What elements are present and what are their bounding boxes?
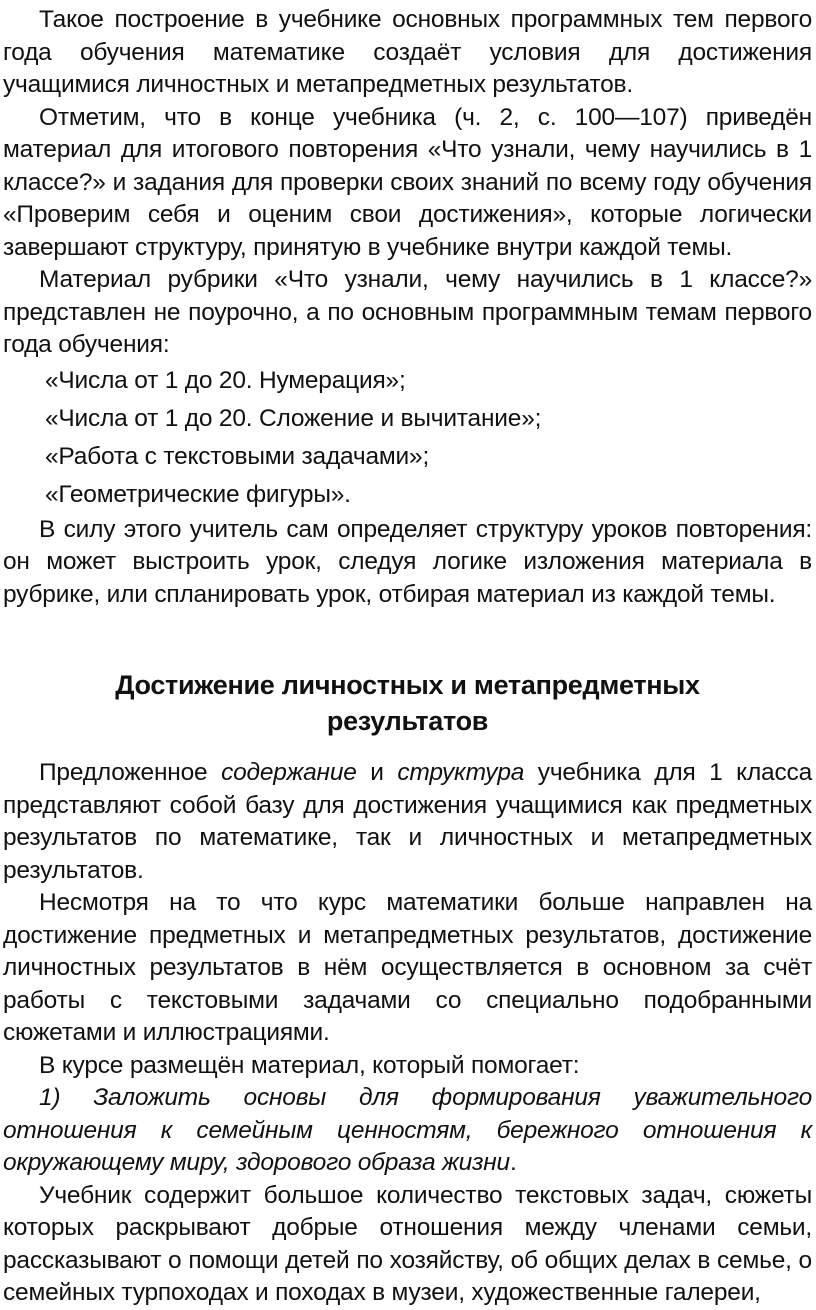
p5-start: Предложенное bbox=[39, 759, 222, 786]
section-heading-line2: результатов bbox=[326, 706, 489, 736]
topic-list bbox=[3, 362, 812, 514]
paragraph-personal-results: Несмотря на то что курс математики больше направлен на достижение предметных и метапредметных результатов, достижение личностных результатов в нём осуществляется в основном за счёт работы с текстовыми задачами со специально подобранными сюжетами и иллюстрациями. bbox=[3, 889, 812, 1046]
p5-emphasis-content: содержание bbox=[221, 759, 357, 786]
section-heading bbox=[3, 667, 812, 739]
p5-end: учебника для 1 класса представляют собой базу для достижения учащимися как предметных результатов по математике, так и личностных и метапредметных результатов. bbox=[3, 759, 812, 884]
list-item: «Числа от 1 до 20. Нумерация»; bbox=[45, 366, 406, 394]
section-heading-line1: Достижение личностных и метапредметных bbox=[115, 670, 700, 700]
p5-emphasis-structure: структура bbox=[397, 759, 525, 786]
paragraph-rubric: Материал рубрики «Что узнали, чему научились в 1 классе?» представлен не поурочно, а по основным программным темам первого года обучения: bbox=[3, 266, 812, 358]
goal-1-dot: . bbox=[509, 1149, 517, 1176]
paragraph-teacher: В силу этого учитель сам определяет структуру уроков повторения: он может выстроить урок, следуя логике изложения материала в рубрике, или спланировать урок, отбирая материал из каждой темы. bbox=[3, 515, 812, 608]
paragraph-final-review: Отметим, что в конце учебника (ч. 2, с. 100—107) приведён материал для итогового повторения «Что узнали, чему научились в 1 классе?» и задания для проверки своих знаний по всему году обучения «Проверим себя и оценим свои достижения», которые логически завершают структуру, принятую в учебнике внутри каждой темы. bbox=[3, 103, 812, 261]
paragraph-course-material: В курсе размещён материал, который помогает: bbox=[39, 1051, 580, 1079]
paragraph-textbook-tasks: Учебник содержит большое количество текстовых задач, сюжеты которых раскрывают добрые отношения между членами семьи, рассказывают о помощи детей по хозяйству, об общих делах в семье, о семейных турпоходах и походах в музеи, художественные галереи, bbox=[3, 1181, 812, 1306]
list-item: «Геометрические фигуры». bbox=[45, 480, 351, 508]
p5-mid: и bbox=[356, 759, 398, 786]
goal-1-italic: 1) Заложить основы для формирования уважительного отношения к семейным ценностям, бережного отношения к окружающему миру, здорового образа жизни bbox=[3, 1084, 812, 1176]
paragraph-goal-1 bbox=[3, 1082, 812, 1180]
list-item: «Работа с текстовыми задачами»; bbox=[45, 442, 430, 470]
paragraph-content-structure bbox=[3, 757, 812, 887]
list-item: «Числа от 1 до 20. Сложение и вычитание»; bbox=[45, 404, 542, 432]
paragraph-intro: Такое построение в учебнике основных программных тем первого года обучения математике создаёт условия для достижения учащимися личностных и метапредметных результатов. bbox=[3, 6, 812, 98]
